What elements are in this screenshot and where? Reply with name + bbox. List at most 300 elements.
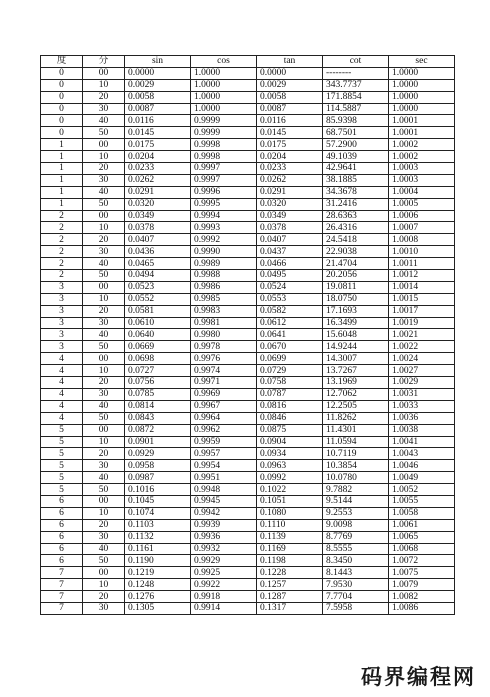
cell-sec: 1.0031 bbox=[389, 388, 455, 400]
table-row bbox=[41, 91, 455, 103]
cell-sec: 1.0000 bbox=[389, 103, 455, 115]
cell-degree: 1 bbox=[41, 198, 83, 210]
cell-sin: 0.1190 bbox=[125, 555, 191, 567]
cell-sec: 1.0001 bbox=[389, 127, 455, 139]
cell-sec: 1.0002 bbox=[389, 139, 455, 151]
cell-minute: 10 bbox=[83, 579, 125, 591]
table-row bbox=[41, 127, 455, 139]
cell-sin: 0.0494 bbox=[125, 270, 191, 282]
table-row bbox=[41, 495, 455, 507]
cell-sec: 1.0017 bbox=[389, 305, 455, 317]
cell-cos: 0.9980 bbox=[191, 329, 257, 341]
table-row bbox=[41, 531, 455, 543]
cell-minute: 50 bbox=[83, 127, 125, 139]
cell-sin: 0.0552 bbox=[125, 293, 191, 305]
cell-sin: 0.0087 bbox=[125, 103, 191, 115]
cell-cos: 0.9996 bbox=[191, 186, 257, 198]
cell-minute: 30 bbox=[83, 531, 125, 543]
cell-cos: 0.9999 bbox=[191, 127, 257, 139]
cell-minute: 20 bbox=[83, 163, 125, 175]
table-row bbox=[41, 555, 455, 567]
cell-minute: 40 bbox=[83, 472, 125, 484]
cell-cot: 14.9244 bbox=[323, 341, 389, 353]
cell-degree: 6 bbox=[41, 507, 83, 519]
cell-degree: 3 bbox=[41, 317, 83, 329]
cell-degree: 4 bbox=[41, 400, 83, 412]
table-row bbox=[41, 115, 455, 127]
cell-cos: 0.9994 bbox=[191, 210, 257, 222]
cell-sin: 0.0901 bbox=[125, 436, 191, 448]
cell-sec: 1.0004 bbox=[389, 186, 455, 198]
cell-sec: 1.0055 bbox=[389, 495, 455, 507]
cell-sec: 1.0029 bbox=[389, 377, 455, 389]
cell-sin: 0.0814 bbox=[125, 400, 191, 412]
cell-sec: 1.0036 bbox=[389, 412, 455, 424]
table-row bbox=[41, 293, 455, 305]
cell-sin: 0.0958 bbox=[125, 460, 191, 472]
cell-cos: 0.9939 bbox=[191, 519, 257, 531]
table-row bbox=[41, 591, 455, 603]
cell-sec: 1.0005 bbox=[389, 198, 455, 210]
table-row bbox=[41, 412, 455, 424]
cell-tan: 0.1169 bbox=[257, 543, 323, 555]
cell-sec: 1.0010 bbox=[389, 246, 455, 258]
table-body bbox=[41, 67, 455, 614]
table-row bbox=[41, 377, 455, 389]
cell-cos: 0.9999 bbox=[191, 115, 257, 127]
cell-cos: 1.0000 bbox=[191, 79, 257, 91]
cell-cos: 0.9957 bbox=[191, 448, 257, 460]
cell-tan: 0.0670 bbox=[257, 341, 323, 353]
cell-cot: 9.5144 bbox=[323, 495, 389, 507]
cell-minute: 10 bbox=[83, 365, 125, 377]
cell-sec: 1.0002 bbox=[389, 151, 455, 163]
cell-minute: 10 bbox=[83, 293, 125, 305]
cell-cot: 11.4301 bbox=[323, 424, 389, 436]
cell-sec: 1.0019 bbox=[389, 317, 455, 329]
cell-degree: 6 bbox=[41, 543, 83, 555]
cell-minute: 00 bbox=[83, 139, 125, 151]
cell-degree: 1 bbox=[41, 163, 83, 175]
table-row bbox=[41, 507, 455, 519]
cell-minute: 30 bbox=[83, 246, 125, 258]
table-row bbox=[41, 579, 455, 591]
cell-sin: 0.0116 bbox=[125, 115, 191, 127]
cell-cos: 0.9990 bbox=[191, 246, 257, 258]
cell-cot: 11.8262 bbox=[323, 412, 389, 424]
cell-degree: 6 bbox=[41, 495, 83, 507]
cell-sin: 0.0320 bbox=[125, 198, 191, 210]
cell-degree: 6 bbox=[41, 531, 83, 543]
cell-minute: 50 bbox=[83, 484, 125, 496]
cell-tan: 0.0846 bbox=[257, 412, 323, 424]
cell-cot: 17.1693 bbox=[323, 305, 389, 317]
cell-cos: 0.9959 bbox=[191, 436, 257, 448]
cell-sec: 1.0012 bbox=[389, 270, 455, 282]
cell-minute: 10 bbox=[83, 507, 125, 519]
cell-cos: 1.0000 bbox=[191, 67, 257, 79]
cell-degree: 5 bbox=[41, 448, 83, 460]
cell-sec: 1.0033 bbox=[389, 400, 455, 412]
cell-cos: 0.9918 bbox=[191, 591, 257, 603]
cell-cos: 0.9998 bbox=[191, 151, 257, 163]
cell-cot: 21.4704 bbox=[323, 258, 389, 270]
cell-degree: 1 bbox=[41, 174, 83, 186]
table-row bbox=[41, 258, 455, 270]
cell-sin: 0.0378 bbox=[125, 222, 191, 234]
cell-tan: 0.0029 bbox=[257, 79, 323, 91]
cell-minute: 40 bbox=[83, 329, 125, 341]
cell-cos: 0.9995 bbox=[191, 198, 257, 210]
cell-tan: 0.0407 bbox=[257, 234, 323, 246]
cell-sec: 1.0003 bbox=[389, 174, 455, 186]
trig-table-container bbox=[40, 55, 454, 615]
cell-sec: 1.0022 bbox=[389, 341, 455, 353]
cell-sin: 0.0669 bbox=[125, 341, 191, 353]
cell-degree: 6 bbox=[41, 519, 83, 531]
cell-sin: 0.1074 bbox=[125, 507, 191, 519]
cell-minute: 00 bbox=[83, 424, 125, 436]
cell-sec: 1.0000 bbox=[389, 79, 455, 91]
cell-minute: 00 bbox=[83, 67, 125, 79]
cell-cos: 0.9951 bbox=[191, 472, 257, 484]
cell-sec: 1.0007 bbox=[389, 222, 455, 234]
cell-sec: 1.0068 bbox=[389, 543, 455, 555]
cell-degree: 3 bbox=[41, 293, 83, 305]
cell-degree: 5 bbox=[41, 472, 83, 484]
cell-tan: 0.0934 bbox=[257, 448, 323, 460]
cell-tan: 0.0175 bbox=[257, 139, 323, 151]
site-watermark: 码界编程网 bbox=[361, 665, 476, 689]
cell-tan: 0.1139 bbox=[257, 531, 323, 543]
cell-minute: 20 bbox=[83, 591, 125, 603]
cell-minute: 10 bbox=[83, 436, 125, 448]
table-row bbox=[41, 519, 455, 531]
cell-tan: 0.0466 bbox=[257, 258, 323, 270]
cell-minute: 20 bbox=[83, 377, 125, 389]
cell-tan: 0.1287 bbox=[257, 591, 323, 603]
cell-minute: 40 bbox=[83, 186, 125, 198]
cell-tan: 0.0116 bbox=[257, 115, 323, 127]
cell-degree: 1 bbox=[41, 186, 83, 198]
cell-cot: 12.2505 bbox=[323, 400, 389, 412]
cell-cos: 0.9989 bbox=[191, 258, 257, 270]
table-row bbox=[41, 305, 455, 317]
cell-cot: 7.5958 bbox=[323, 602, 389, 614]
cell-tan: 0.0612 bbox=[257, 317, 323, 329]
cell-tan: 0.1198 bbox=[257, 555, 323, 567]
cell-cos: 0.9948 bbox=[191, 484, 257, 496]
cell-sec: 1.0079 bbox=[389, 579, 455, 591]
cell-cot: 15.6048 bbox=[323, 329, 389, 341]
cell-degree: 3 bbox=[41, 329, 83, 341]
cell-sin: 0.0262 bbox=[125, 174, 191, 186]
cell-cos: 0.9997 bbox=[191, 174, 257, 186]
cell-cos: 0.9988 bbox=[191, 270, 257, 282]
cell-sin: 0.0523 bbox=[125, 281, 191, 293]
cell-degree: 5 bbox=[41, 484, 83, 496]
cell-sec: 1.0046 bbox=[389, 460, 455, 472]
cell-tan: 0.0524 bbox=[257, 281, 323, 293]
table-row bbox=[41, 174, 455, 186]
table-row bbox=[41, 163, 455, 175]
cell-sec: 1.0006 bbox=[389, 210, 455, 222]
cell-minute: 20 bbox=[83, 305, 125, 317]
cell-tan: 0.0582 bbox=[257, 305, 323, 317]
cell-cos: 0.9925 bbox=[191, 567, 257, 579]
table-row bbox=[41, 424, 455, 436]
cell-cot: 11.0594 bbox=[323, 436, 389, 448]
cell-minute: 40 bbox=[83, 543, 125, 555]
header-tan: tan bbox=[257, 56, 323, 68]
cell-minute: 50 bbox=[83, 198, 125, 210]
cell-tan: 0.0378 bbox=[257, 222, 323, 234]
cell-cot: 8.5555 bbox=[323, 543, 389, 555]
cell-sec: 1.0072 bbox=[389, 555, 455, 567]
cell-tan: 0.0992 bbox=[257, 472, 323, 484]
cell-tan: 0.1317 bbox=[257, 602, 323, 614]
cell-cot: 10.7119 bbox=[323, 448, 389, 460]
cell-sec: 1.0065 bbox=[389, 531, 455, 543]
cell-sin: 0.0843 bbox=[125, 412, 191, 424]
cell-minute: 50 bbox=[83, 555, 125, 567]
cell-sin: 0.0029 bbox=[125, 79, 191, 91]
cell-cot: -------- bbox=[323, 67, 389, 79]
cell-cot: 8.3450 bbox=[323, 555, 389, 567]
cell-sec: 1.0000 bbox=[389, 91, 455, 103]
cell-tan: 0.0291 bbox=[257, 186, 323, 198]
table-row bbox=[41, 281, 455, 293]
cell-minute: 10 bbox=[83, 151, 125, 163]
header-sin: sin bbox=[125, 56, 191, 68]
cell-degree: 5 bbox=[41, 436, 83, 448]
cell-tan: 0.0320 bbox=[257, 198, 323, 210]
cell-tan: 0.0495 bbox=[257, 270, 323, 282]
cell-cos: 0.9932 bbox=[191, 543, 257, 555]
cell-cot: 38.1885 bbox=[323, 174, 389, 186]
cell-cot: 9.2553 bbox=[323, 507, 389, 519]
cell-cos: 0.9983 bbox=[191, 305, 257, 317]
cell-minute: 50 bbox=[83, 270, 125, 282]
cell-cot: 49.1039 bbox=[323, 151, 389, 163]
cell-cos: 0.9964 bbox=[191, 412, 257, 424]
cell-cot: 28.6363 bbox=[323, 210, 389, 222]
cell-cot: 13.7267 bbox=[323, 365, 389, 377]
cell-minute: 10 bbox=[83, 79, 125, 91]
cell-sec: 1.0041 bbox=[389, 436, 455, 448]
cell-cot: 7.7704 bbox=[323, 591, 389, 603]
cell-degree: 7 bbox=[41, 567, 83, 579]
cell-degree: 0 bbox=[41, 79, 83, 91]
cell-tan: 0.0875 bbox=[257, 424, 323, 436]
cell-tan: 0.0641 bbox=[257, 329, 323, 341]
cell-tan: 0.1228 bbox=[257, 567, 323, 579]
cell-sin: 0.0000 bbox=[125, 67, 191, 79]
cell-cot: 20.2056 bbox=[323, 270, 389, 282]
cell-tan: 0.0000 bbox=[257, 67, 323, 79]
table-row bbox=[41, 484, 455, 496]
header-cot: cot bbox=[323, 56, 389, 68]
cell-minute: 00 bbox=[83, 495, 125, 507]
cell-sin: 0.0581 bbox=[125, 305, 191, 317]
table-row bbox=[41, 567, 455, 579]
cell-degree: 0 bbox=[41, 103, 83, 115]
cell-sec: 1.0075 bbox=[389, 567, 455, 579]
cell-cot: 14.3007 bbox=[323, 353, 389, 365]
cell-sec: 1.0001 bbox=[389, 115, 455, 127]
cell-cot: 26.4316 bbox=[323, 222, 389, 234]
cell-degree: 7 bbox=[41, 602, 83, 614]
cell-cot: 24.5418 bbox=[323, 234, 389, 246]
cell-sec: 1.0061 bbox=[389, 519, 455, 531]
cell-tan: 0.0963 bbox=[257, 460, 323, 472]
header-sec: sec bbox=[389, 56, 455, 68]
cell-degree: 0 bbox=[41, 91, 83, 103]
cell-cot: 7.9530 bbox=[323, 579, 389, 591]
cell-degree: 2 bbox=[41, 210, 83, 222]
cell-sin: 0.0175 bbox=[125, 139, 191, 151]
cell-cot: 8.1443 bbox=[323, 567, 389, 579]
cell-cos: 0.9993 bbox=[191, 222, 257, 234]
table-row bbox=[41, 103, 455, 115]
cell-sec: 1.0043 bbox=[389, 448, 455, 460]
cell-sin: 0.0407 bbox=[125, 234, 191, 246]
cell-sec: 1.0024 bbox=[389, 353, 455, 365]
cell-minute: 50 bbox=[83, 412, 125, 424]
table-row bbox=[41, 317, 455, 329]
cell-degree: 0 bbox=[41, 67, 83, 79]
cell-cot: 343.7737 bbox=[323, 79, 389, 91]
cell-minute: 40 bbox=[83, 258, 125, 270]
cell-cos: 0.9942 bbox=[191, 507, 257, 519]
cell-sec: 1.0027 bbox=[389, 365, 455, 377]
cell-cot: 34.3678 bbox=[323, 186, 389, 198]
cell-sec: 1.0003 bbox=[389, 163, 455, 175]
trig-table bbox=[40, 55, 455, 615]
cell-cos: 0.9914 bbox=[191, 602, 257, 614]
cell-minute: 40 bbox=[83, 115, 125, 127]
cell-tan: 0.0204 bbox=[257, 151, 323, 163]
cell-sin: 0.1103 bbox=[125, 519, 191, 531]
table-row bbox=[41, 353, 455, 365]
table-row bbox=[41, 79, 455, 91]
cell-cos: 0.9974 bbox=[191, 365, 257, 377]
cell-sec: 1.0082 bbox=[389, 591, 455, 603]
cell-sin: 0.0727 bbox=[125, 365, 191, 377]
cell-sin: 0.1276 bbox=[125, 591, 191, 603]
table-row bbox=[41, 460, 455, 472]
table-row bbox=[41, 472, 455, 484]
table-row bbox=[41, 400, 455, 412]
cell-cos: 0.9976 bbox=[191, 353, 257, 365]
cell-tan: 0.0904 bbox=[257, 436, 323, 448]
table-row bbox=[41, 234, 455, 246]
cell-cos: 0.9985 bbox=[191, 293, 257, 305]
cell-cos: 0.9986 bbox=[191, 281, 257, 293]
cell-cos: 0.9954 bbox=[191, 460, 257, 472]
cell-tan: 0.0437 bbox=[257, 246, 323, 258]
header-row bbox=[41, 56, 455, 68]
cell-degree: 1 bbox=[41, 139, 83, 151]
cell-sec: 1.0038 bbox=[389, 424, 455, 436]
cell-cot: 171.8854 bbox=[323, 91, 389, 103]
cell-tan: 0.1051 bbox=[257, 495, 323, 507]
cell-tan: 0.1110 bbox=[257, 519, 323, 531]
table-row bbox=[41, 329, 455, 341]
cell-tan: 0.0729 bbox=[257, 365, 323, 377]
cell-tan: 0.0087 bbox=[257, 103, 323, 115]
cell-tan: 0.0816 bbox=[257, 400, 323, 412]
cell-tan: 0.0262 bbox=[257, 174, 323, 186]
cell-degree: 6 bbox=[41, 555, 83, 567]
cell-degree: 2 bbox=[41, 234, 83, 246]
cell-cot: 19.0811 bbox=[323, 281, 389, 293]
cell-degree: 2 bbox=[41, 246, 83, 258]
cell-sin: 0.0872 bbox=[125, 424, 191, 436]
table-row bbox=[41, 365, 455, 377]
cell-sec: 1.0011 bbox=[389, 258, 455, 270]
cell-cos: 0.9992 bbox=[191, 234, 257, 246]
cell-sec: 1.0021 bbox=[389, 329, 455, 341]
cell-sin: 0.0233 bbox=[125, 163, 191, 175]
table-row bbox=[41, 151, 455, 163]
cell-sin: 0.1132 bbox=[125, 531, 191, 543]
cell-cot: 8.7769 bbox=[323, 531, 389, 543]
cell-minute: 20 bbox=[83, 519, 125, 531]
cell-minute: 30 bbox=[83, 103, 125, 115]
cell-sin: 0.0204 bbox=[125, 151, 191, 163]
cell-sin: 0.0640 bbox=[125, 329, 191, 341]
cell-sec: 1.0049 bbox=[389, 472, 455, 484]
cell-sin: 0.1305 bbox=[125, 602, 191, 614]
cell-sin: 0.1045 bbox=[125, 495, 191, 507]
table-row bbox=[41, 222, 455, 234]
cell-degree: 4 bbox=[41, 388, 83, 400]
cell-sin: 0.0145 bbox=[125, 127, 191, 139]
cell-cot: 68.7501 bbox=[323, 127, 389, 139]
cell-sin: 0.0349 bbox=[125, 210, 191, 222]
cell-cos: 0.9962 bbox=[191, 424, 257, 436]
cell-cos: 0.9945 bbox=[191, 495, 257, 507]
cell-sin: 0.1219 bbox=[125, 567, 191, 579]
cell-cos: 0.9929 bbox=[191, 555, 257, 567]
cell-cos: 0.9997 bbox=[191, 163, 257, 175]
table-row bbox=[41, 448, 455, 460]
cell-minute: 20 bbox=[83, 448, 125, 460]
header-minute: 分 bbox=[83, 56, 125, 68]
cell-cos: 0.9922 bbox=[191, 579, 257, 591]
table-row bbox=[41, 139, 455, 151]
cell-sin: 0.0291 bbox=[125, 186, 191, 198]
cell-tan: 0.0758 bbox=[257, 377, 323, 389]
cell-cot: 85.9398 bbox=[323, 115, 389, 127]
cell-sin: 0.0785 bbox=[125, 388, 191, 400]
cell-degree: 3 bbox=[41, 305, 83, 317]
cell-degree: 4 bbox=[41, 353, 83, 365]
cell-cot: 10.3854 bbox=[323, 460, 389, 472]
cell-cos: 0.9936 bbox=[191, 531, 257, 543]
cell-tan: 0.0233 bbox=[257, 163, 323, 175]
cell-degree: 5 bbox=[41, 460, 83, 472]
cell-tan: 0.0349 bbox=[257, 210, 323, 222]
table-row bbox=[41, 270, 455, 282]
table-row bbox=[41, 602, 455, 614]
cell-cot: 22.9038 bbox=[323, 246, 389, 258]
cell-sin: 0.0756 bbox=[125, 377, 191, 389]
table-row bbox=[41, 341, 455, 353]
cell-tan: 0.0787 bbox=[257, 388, 323, 400]
cell-cos: 0.9969 bbox=[191, 388, 257, 400]
